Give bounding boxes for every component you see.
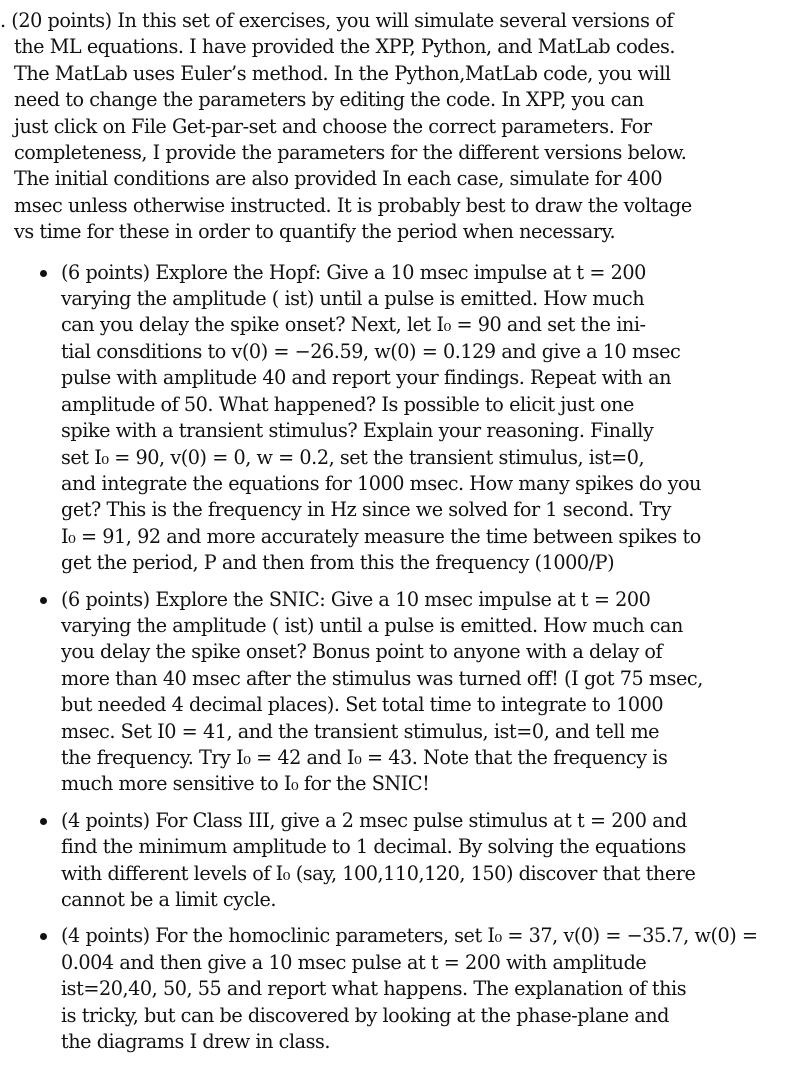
text-line: msec. Set I0 = 41, and the transient stimulus, ist=0, and tell me bbox=[61, 719, 660, 743]
list-item-snic bbox=[14, 587, 786, 798]
text-line: (6 points) Explore the SNIC: Give a 10 msec impulse at t = 200 bbox=[61, 587, 651, 611]
text-line: set I₀ = 90, v(0) = 0, w = 0.2, set the transient stimulus, ist=0, bbox=[61, 445, 645, 469]
text-line: amplitude of 50. What happened? Is possible to elicit just one bbox=[61, 392, 634, 416]
text-line: I₀ = 91, 92 and more accurately measure the time between spikes to bbox=[61, 524, 701, 548]
text-line: is tricky, but can be discovered by looking at the phase-plane and bbox=[61, 1003, 670, 1027]
text-line: the diagrams I drew in class. bbox=[61, 1030, 331, 1054]
text-line: and integrate the equations for 1000 msec. How many spikes do you bbox=[61, 471, 702, 495]
text-line: tial consditions to v(0) = −26.59, w(0) = 0.129 and give a 10 msec bbox=[61, 339, 681, 363]
text-line: pulse with amplitude 40 and report your findings. Repeat with an bbox=[61, 366, 671, 390]
text-line: the frequency. Try I₀ = 42 and I₀ = 43. Note that the frequency is bbox=[61, 745, 668, 769]
intro-paragraph bbox=[0, 8, 786, 246]
text-line: spike with a transient stimulus? Explain your reasoning. Finally bbox=[61, 419, 654, 443]
exercise-list bbox=[14, 260, 786, 1056]
text-line: can you delay the spike onset? Next, let I₀ = 90 and set the ini- bbox=[61, 313, 646, 337]
bullet-icon bbox=[40, 818, 47, 825]
text-line: get? This is the frequency in Hz since we solved for 1 second. Try bbox=[61, 498, 671, 522]
bullet-icon bbox=[40, 270, 47, 277]
text-line: cannot be a limit cycle. bbox=[61, 888, 277, 911]
text-line: you delay the spike onset? Bonus point to anyone with a delay of bbox=[61, 640, 663, 664]
text-line: completeness, I provide the parameters for the different versions below. bbox=[14, 141, 687, 165]
text-line: ist=20,40, 50, 55 and report what happens. The explanation of this bbox=[61, 977, 687, 1001]
bullet-icon bbox=[40, 933, 47, 940]
text-line: much more sensitive to I₀ for the SNIC! bbox=[61, 772, 430, 796]
list-item-homoclinic bbox=[14, 923, 786, 1055]
text-line: msec unless otherwise instructed. It is probably best to draw the voltage bbox=[14, 193, 692, 217]
text-line: just click on File Get-par-set and choose the correct parameters. For bbox=[14, 114, 652, 138]
text-line: vs time for these in order to quantify the period when necessary. bbox=[14, 220, 616, 244]
text-line: more than 40 msec after the stimulus was turned off! (I got 75 msec, bbox=[61, 666, 703, 690]
text-line: (6 points) Explore the Hopf: Give a 10 msec impulse at t = 200 bbox=[61, 260, 646, 284]
document-page bbox=[0, 8, 786, 1065]
text-line: 0.004 and then give a 10 msec pulse at t = 200 with amplitude bbox=[61, 950, 647, 974]
bullet-icon bbox=[40, 597, 47, 604]
text-line: varying the amplitude ( ist) until a pulse is emitted. How much bbox=[61, 287, 645, 311]
text-line: The initial conditions are also provided In each case, simulate for 400 bbox=[14, 167, 663, 191]
text-line: with different levels of I₀ (say, 100,110,120, 150) discover that there bbox=[61, 861, 696, 885]
text-line: the ML equations. I have provided the XPP, Python, and MatLab codes. bbox=[14, 35, 676, 59]
text-line: varying the amplitude ( ist) until a pulse is emitted. How much can bbox=[61, 613, 683, 637]
text-line: (4 points) For Class III, give a 2 msec pulse stimulus at t = 200 and bbox=[61, 808, 687, 832]
text-line: need to change the parameters by editing the code. In XPP, you can bbox=[14, 88, 644, 112]
list-item-hopf bbox=[14, 260, 786, 577]
text-line: but needed 4 decimal places). Set total time to integrate to 1000 bbox=[61, 693, 664, 717]
text-line: The MatLab uses Euler’s method. In the Python,MatLab code, you will bbox=[14, 61, 671, 85]
text-line: . (20 points) In this set of exercises, you will simulate several versions of bbox=[0, 9, 673, 32]
text-line: find the minimum amplitude to 1 decimal. By solving the equations bbox=[61, 835, 686, 859]
list-item-class-three bbox=[14, 808, 786, 914]
text-line: (4 points) For the homoclinic parameters, set I₀ = 37, v(0) = −35.7, w(0) = bbox=[61, 924, 758, 948]
text-line: get the period, P and then from this the frequency (1000/P) bbox=[61, 551, 615, 575]
